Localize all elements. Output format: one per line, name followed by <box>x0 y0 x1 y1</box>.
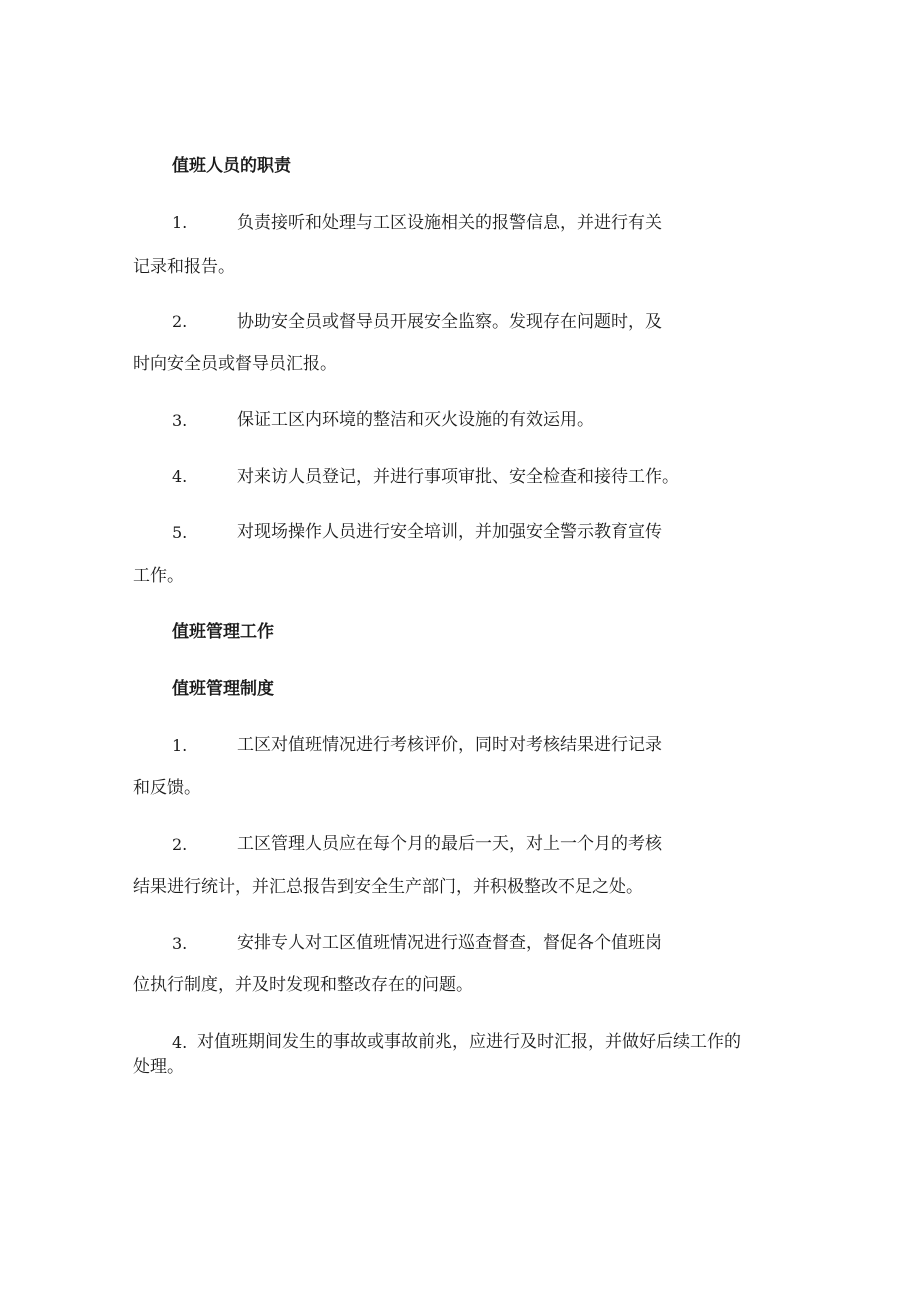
list-item-number: 1. <box>172 736 188 755</box>
list-item-text: 对值班期间发生的事故或事故前兆，应进行及时汇报，并做好后续工作的 <box>197 1032 741 1052</box>
list-item-text-continued: 结果进行统计，并汇总报告到安全生产部门，并积极整改不足之处。 <box>133 877 643 897</box>
list-item-number: 3. <box>172 411 188 430</box>
list-item-text: 负责接听和处理与工区设施相关的报警信息，并进行有关 <box>237 213 662 233</box>
list-item-text: 对来访人员登记，并进行事项审批、安全检查和接待工作。 <box>237 467 679 487</box>
list-item-text-continued: 位执行制度，并及时发现和整改存在的问题。 <box>133 975 473 995</box>
list-item-text-continued: 处理。 <box>133 1057 184 1077</box>
list-item-number: 2. <box>172 312 188 331</box>
list-item-number: 4. <box>172 467 188 486</box>
list-item-number: 4. <box>172 1033 188 1052</box>
list-item-text-continued: 和反馈。 <box>133 778 201 798</box>
list-item-text-continued: 记录和报告。 <box>133 257 235 277</box>
section-heading-duty-responsibilities: 值班人员的职责 <box>172 156 291 176</box>
list-item-number: 3. <box>172 934 188 953</box>
list-item-text: 工区对值班情况进行考核评价，同时对考核结果进行记录 <box>237 735 662 755</box>
section-heading-duty-rules: 值班管理制度 <box>172 679 274 699</box>
list-item-text: 协助安全员或督导员开展安全监察。发现存在问题时，及 <box>237 312 662 332</box>
list-item-text: 安排专人对工区值班情况进行巡查督查，督促各个值班岗 <box>237 933 662 953</box>
list-item-text-continued: 时向安全员或督导员汇报。 <box>133 354 337 374</box>
list-item-text: 工区管理人员应在每个月的最后一天，对上一个月的考核 <box>237 834 662 854</box>
list-item-number: 2. <box>172 835 188 854</box>
list-item-text-continued: 工作。 <box>133 566 184 586</box>
list-item-number: 1. <box>172 213 188 232</box>
list-item-number: 5. <box>172 523 188 542</box>
list-item-text: 对现场操作人员进行安全培训，并加强安全警示教育宣传 <box>237 522 662 542</box>
section-heading-duty-management: 值班管理工作 <box>172 622 274 642</box>
list-item-text: 保证工区内环境的整洁和灭火设施的有效运用。 <box>237 410 594 430</box>
